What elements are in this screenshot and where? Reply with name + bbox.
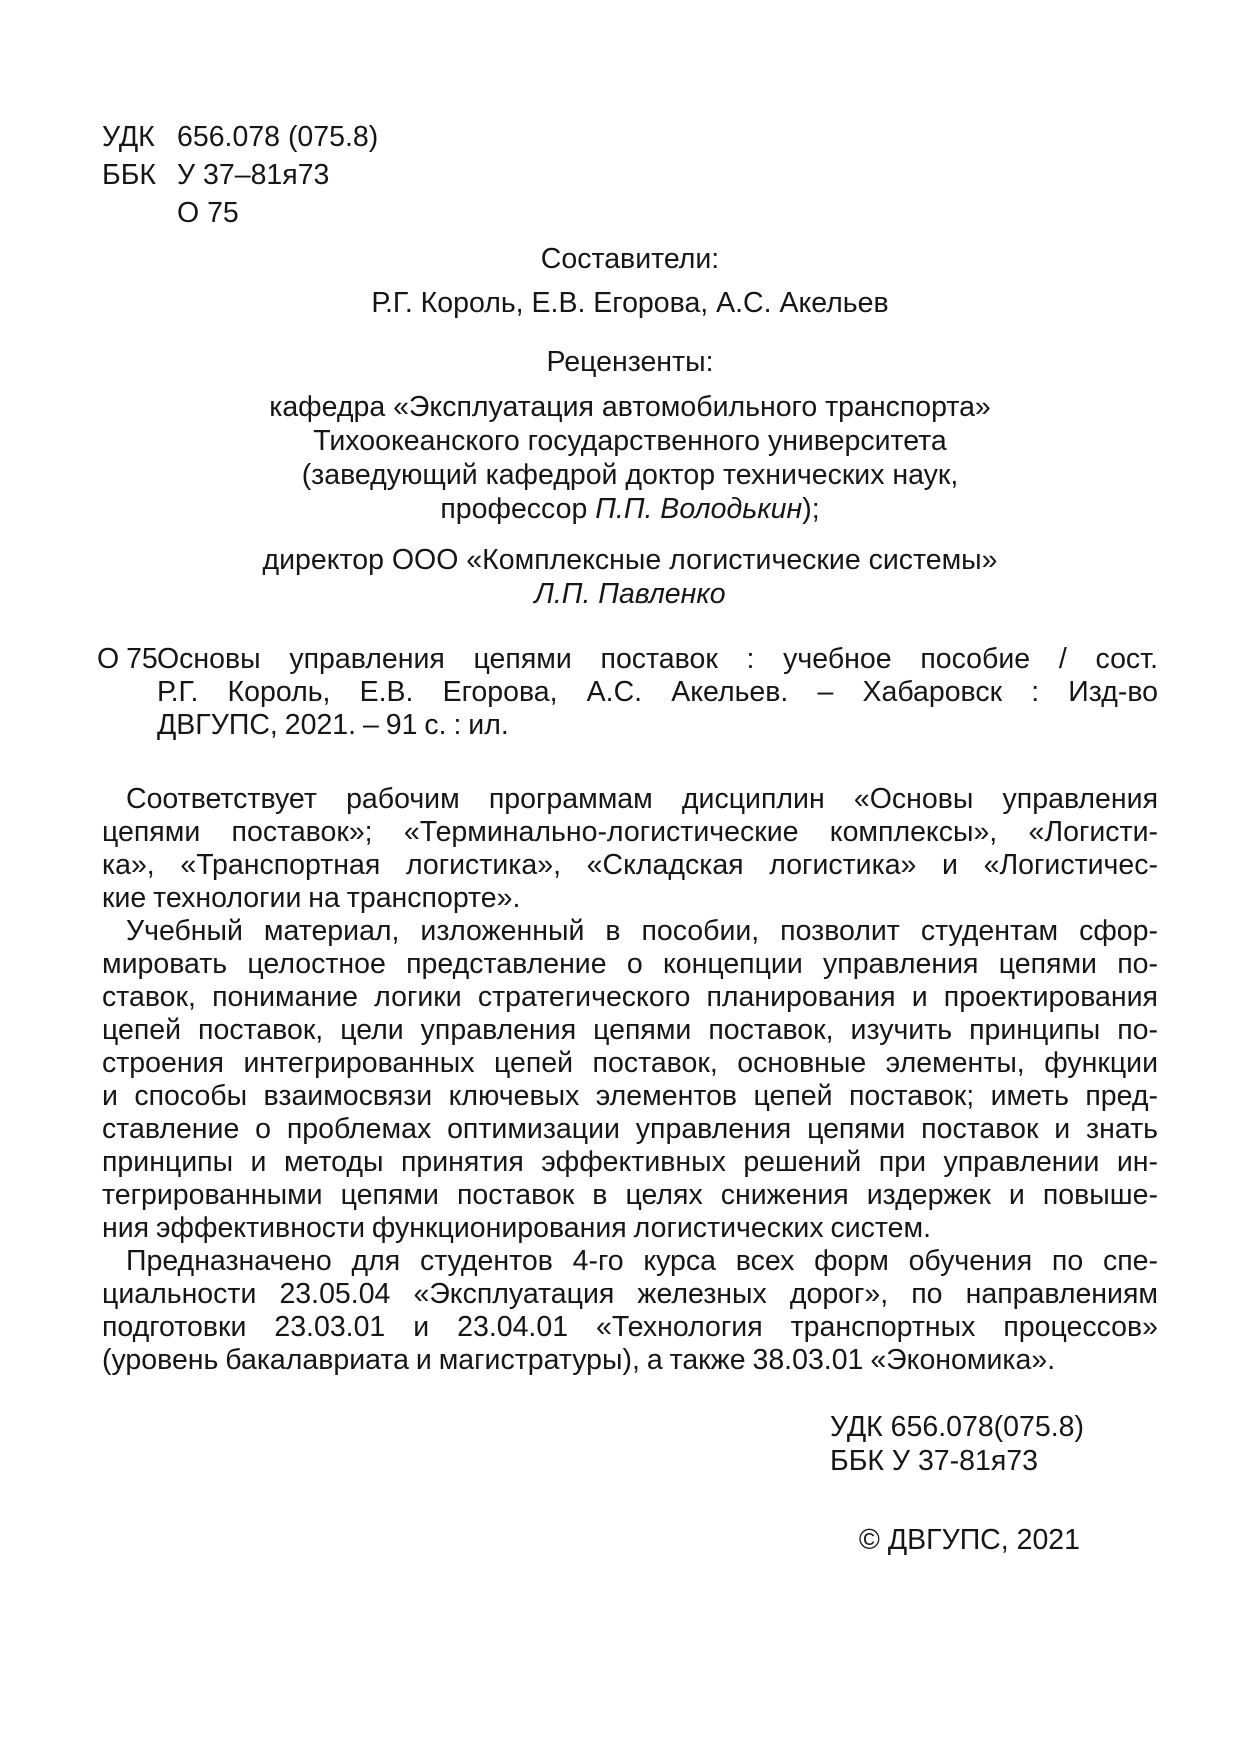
text-line: кафедра «Эксплуатация автомобильного транспорта» [269, 391, 991, 423]
text-line: цепями поставок»; «Терминально-логистические комплексы», «Логисти- [102, 816, 1158, 848]
reviewer-2-name: Л.П. Павленко [534, 578, 726, 610]
reviewer-1-name: П.П. Володькин [595, 493, 803, 525]
udk-line [102, 118, 1158, 156]
catalog-code-spacer [102, 194, 177, 232]
text-line: (уровень бакалавриата и магистратуры), а также 38.03.01 «Экономика». [102, 1344, 1056, 1376]
annotation-paragraph-1 [102, 783, 1158, 915]
annotation-paragraph-2 [102, 915, 1158, 1245]
reviewers-heading: Рецензенты: [546, 346, 714, 378]
head-codes-block [102, 118, 1158, 232]
text-line: строения интегрированных цепей поставок, основные элементы, функции [102, 1047, 1158, 1079]
text-line: мировать целостное представление о концепции управления цепями по- [102, 948, 1158, 980]
text-line: и способы взаимосвязи ключевых элементов цепей поставок; иметь пред- [102, 1080, 1158, 1112]
catalog-entry-lines [157, 643, 1158, 742]
text-line: Р.Г. Король, Е.В. Егорова, А.С. Акельев. – Хабаровск : Изд-во [157, 676, 1158, 708]
compilers-heading: Составители: [540, 243, 720, 275]
annotation-block [102, 783, 1158, 1377]
text-line: кие технологии на транспорте». [102, 882, 521, 914]
text-line: тегрированными цепями поставок в целях снижения издержек и повыше- [102, 1179, 1158, 1211]
footer-codes-block [830, 1410, 1158, 1478]
text-line: Соответствует рабочим программам дисциплин «Основы управления [126, 783, 1158, 815]
catalog-code-line [102, 194, 1158, 232]
reviewer-1-last-prefix: профессор [440, 493, 596, 525]
bbk-line [102, 156, 1158, 194]
reviewer-2 [102, 543, 1158, 611]
reviewer-1-lines [102, 390, 1158, 492]
compilers-names: Р.Г. Король, Е.В. Егорова, А.С. Акельев [371, 287, 889, 319]
footer-bbk: ББК У 37-81я73 [830, 1445, 1038, 1477]
text-line: ставление о проблемах оптимизации управления цепями поставок и знать [102, 1113, 1158, 1145]
text-line: Основы управления цепями поставок : учебное пособие / сост. [157, 643, 1158, 675]
text-line: ния эффективности функционирования логистических систем. [102, 1212, 932, 1244]
text-line: подготовки 23.03.01 и 23.04.01 «Технология транспортных процессов» [102, 1311, 1158, 1343]
text-line: ДВГУПС, 2021. – 91 с. : ил. [157, 709, 509, 741]
text-line: цепей поставок, цели управления цепями поставок, изучить принципы по- [102, 1014, 1158, 1046]
catalog-code: О 75 [177, 197, 239, 229]
text-line: принципы и методы принятия эффективных решений при управлении ин- [102, 1146, 1158, 1178]
bbk-value: У 37–81я73 [177, 159, 330, 191]
text-line: Тихоокеанского государственного университета [313, 425, 947, 457]
reviewer-1 [102, 390, 1158, 526]
bbk-label: ББК [102, 159, 157, 191]
reviewer-2-line: директор ООО «Комплексные логистические системы» [262, 544, 998, 576]
annotation-paragraph-3 [102, 1245, 1158, 1377]
catalog-entry [97, 643, 1158, 742]
reviewer-1-last-suffix: ); [802, 493, 820, 525]
copyright-notice: © ДВГУПС, 2021 [858, 1524, 1080, 1556]
text-line: (заведующий кафедрой доктор технических наук, [301, 459, 959, 491]
udk-label: УДК [102, 121, 155, 153]
catalog-entry-code: О 75 [97, 643, 158, 675]
text-line: ка», «Транспортная логистика», «Складская логистика» и «Логистичес- [102, 849, 1158, 881]
content-block [97, 0, 1158, 1557]
footer-udk: УДК 656.078(075.8) [830, 1411, 1084, 1443]
text-line: Учебный материал, изложенный в пособии, позволит студентам сфор- [126, 915, 1158, 947]
reviewer-1-last-line [102, 492, 1158, 526]
text-line: Предназначено для студентов 4-го курса всех форм обучения по спе- [126, 1245, 1158, 1277]
text-line: циальности 23.05.04 «Эксплуатация железных дорог», по направлениям [102, 1278, 1158, 1310]
udk-value: 656.078 (075.8) [177, 121, 379, 153]
text-line: ставок, понимание логики стратегического планирования и проектирования [102, 981, 1158, 1013]
